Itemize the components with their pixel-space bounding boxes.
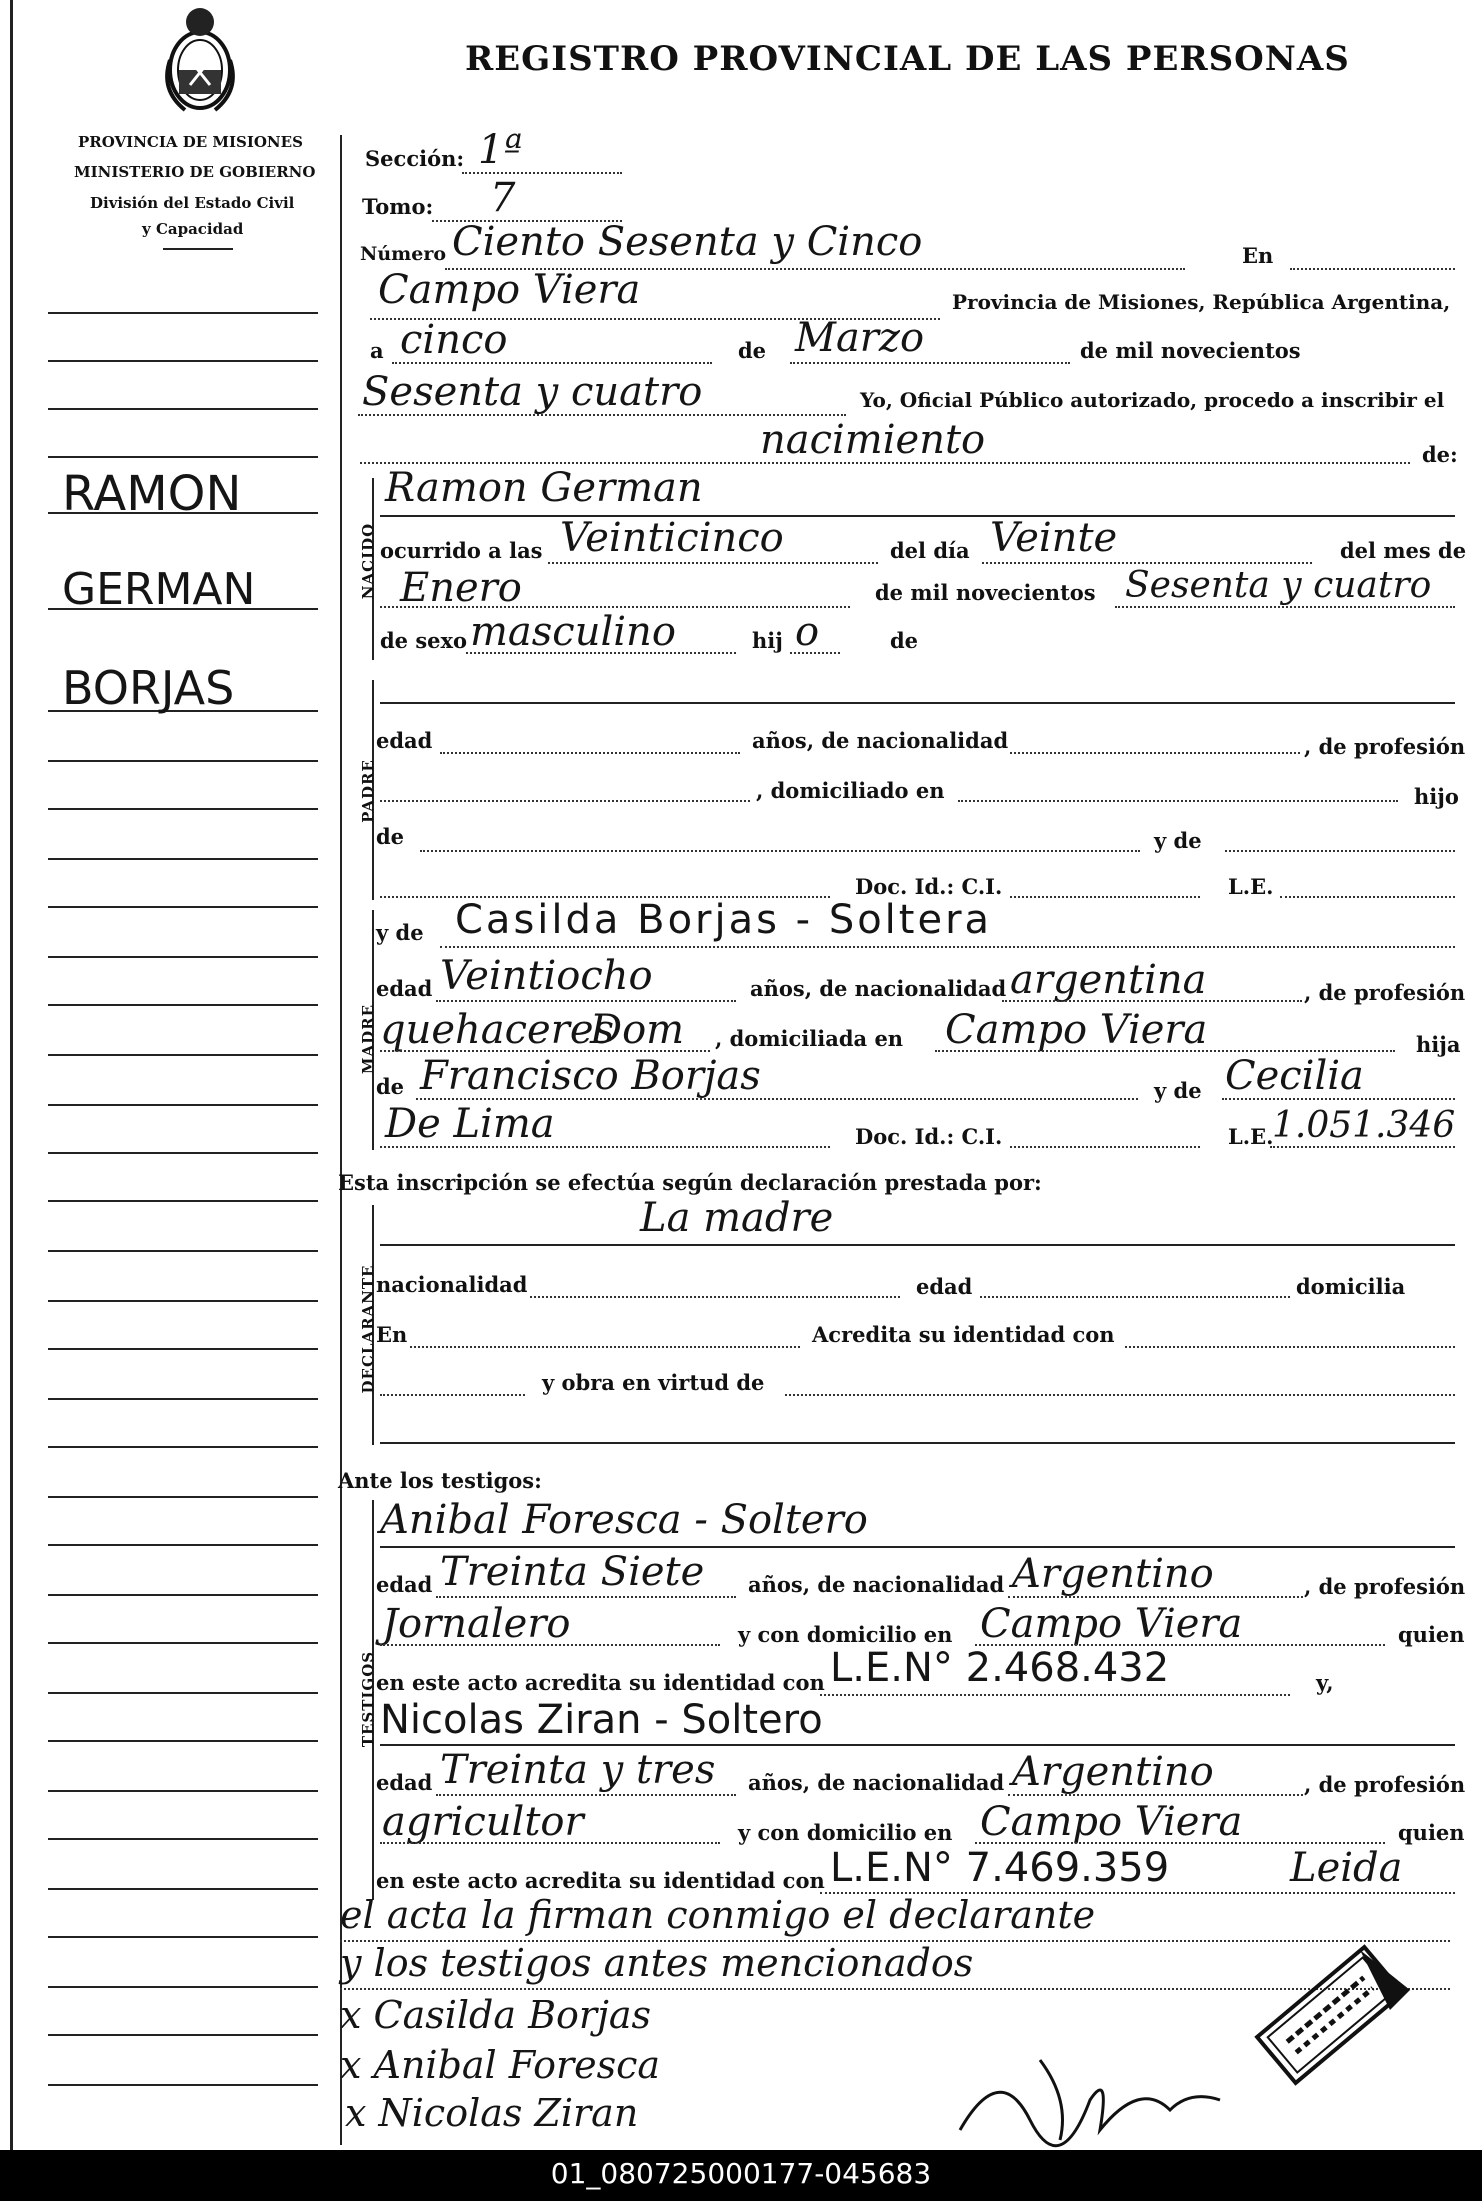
madre-doc-label: Doc. Id.: C.I. [855, 1124, 1003, 1149]
madre-side-label: MADRE [359, 1003, 377, 1075]
stub-line [48, 1936, 318, 1938]
mes-value: Marzo [795, 315, 925, 361]
padre-nac-line [1010, 752, 1300, 754]
tomo-value: 7 [490, 175, 516, 221]
stub-line [48, 1446, 318, 1448]
madre-le-value: 1.051.346 [1272, 1105, 1456, 1146]
numero-value: Ciento Sesenta y Cinco [452, 219, 923, 265]
sexo-label: de sexo [380, 628, 468, 653]
dia-nac-value: Veinte [990, 515, 1118, 561]
anio-value: Sesenta y cuatro [362, 369, 703, 415]
stub-line [48, 360, 318, 362]
madre-prof-value: quehaceres [380, 1007, 615, 1053]
division-label-2: y Capacidad [142, 220, 244, 238]
t1-dom-value: Campo Viera [980, 1601, 1243, 1647]
closing-note-2: y los testigos antes mencionados [340, 1941, 974, 1985]
decl-edad-label: edad [916, 1274, 973, 1299]
madre-madre2-line [380, 1146, 830, 1148]
t2-nac-value: Argentino [1012, 1749, 1214, 1795]
stub-line [48, 1986, 318, 1988]
t2-prof-label: , de profesión [1304, 1772, 1466, 1797]
madre-nac-label: años, de nacionalidad [750, 976, 1007, 1001]
t1-nac-line [1008, 1596, 1303, 1598]
madre-prof-value-2: Dom [590, 1007, 685, 1053]
madre-edad-label: edad [376, 976, 433, 1001]
t2-nombre-line [380, 1744, 1455, 1746]
stub-line [48, 858, 318, 860]
stub-line [48, 1250, 318, 1252]
declarante-value: La madre [640, 1195, 834, 1241]
nacido-side-label: NACIDO [359, 522, 377, 600]
decl-en-label: En [376, 1322, 408, 1347]
decl-obra-line [785, 1394, 1455, 1396]
t2-dom-line [975, 1842, 1385, 1844]
padre-de-label: de [376, 824, 405, 849]
testigos-side-label: TESTIGOS [359, 1650, 377, 1748]
tomo-label: Tomo: [362, 194, 434, 219]
t1-y-label: y, [1316, 1670, 1334, 1695]
t2-nac-line [1008, 1794, 1303, 1796]
anio-nac-value: Sesenta y cuatro [1125, 565, 1432, 606]
t2-dom-value: Campo Viera [980, 1799, 1243, 1845]
t2-edad-label: edad [376, 1770, 433, 1795]
madre-dom-line [935, 1050, 1395, 1052]
dia-nac-line [982, 562, 1312, 564]
margin-name-2: GERMAN [62, 564, 256, 615]
decl-acredita-label: Acredita su identidad con [812, 1322, 1115, 1347]
t2-edad-value: Treinta y tres [440, 1747, 716, 1793]
stub-line [48, 1790, 318, 1792]
madre-nac-line [1002, 1000, 1302, 1002]
stub-line [48, 906, 318, 908]
stub-line [48, 1594, 318, 1596]
padre-padre-line [420, 850, 1140, 852]
en-line [1290, 268, 1455, 270]
t2-prof-value: agricultor [382, 1799, 584, 1845]
mes-nac-value: Enero [400, 565, 522, 611]
left-border [10, 0, 13, 2150]
sexo-line [466, 652, 736, 654]
padre-dom-line [958, 800, 1398, 802]
madre-nombre-value: Casilda Borjas - Soltera [455, 897, 993, 943]
province-label: PROVINCIA DE MISIONES [78, 133, 303, 151]
testigos-label: Ante los testigos: [338, 1468, 542, 1493]
decl-edad-line [980, 1296, 1290, 1298]
mes-nac-line [380, 606, 850, 608]
margin-name-3: BORJAS [62, 661, 235, 715]
padre-le-label: L.E. [1228, 874, 1274, 899]
madre-padre-value: Francisco Borjas [420, 1053, 761, 1099]
inscripcion-label: Esta inscripción se efectúa según declaración prestada por: [338, 1170, 1042, 1195]
official-stamp-icon [1240, 1930, 1420, 2100]
de-colon-label: de: [1422, 442, 1458, 467]
seccion-value: 1ª [478, 127, 523, 173]
padre-prof-label: , de profesión [1304, 734, 1466, 759]
padre-doc-label: Doc. Id.: C.I. [855, 874, 1003, 899]
stub-line [48, 312, 318, 314]
stub-line [48, 1544, 318, 1546]
stub-line [48, 1888, 318, 1890]
de-label: de [738, 338, 767, 363]
hij-de-label: de [890, 628, 919, 653]
stub-line [48, 1398, 318, 1400]
del-mes-label: del mes de [1340, 538, 1467, 563]
stub-line [48, 956, 318, 958]
stub-line [48, 1054, 318, 1056]
hij-label: hij [752, 628, 783, 653]
madre-hija-label: hija [1416, 1032, 1461, 1057]
decl-en-line [410, 1346, 800, 1348]
t1-edad-line [436, 1596, 736, 1598]
madre-madre-value-2: De Lima [385, 1101, 555, 1147]
madre-madre-value: Cecilia [1225, 1053, 1364, 1099]
provincia-label: Provincia de Misiones, República Argentina, [952, 290, 1451, 314]
en-label: En [1242, 243, 1274, 268]
lugar-value: Campo Viera [378, 267, 641, 313]
hij-value: o [795, 609, 820, 655]
t2-nac-label: años, de nacionalidad [748, 1770, 1005, 1795]
sexo-value: masculino [470, 609, 676, 655]
padre-le-line [1280, 896, 1455, 898]
t1-nombre-value: Anibal Foresca - Soltero [380, 1497, 868, 1543]
t2-doc-value: L.E.N° 7.469.359 [830, 1845, 1170, 1891]
t2-acredita-label: en este acto acredita su identidad con [376, 1868, 825, 1893]
leida-value: Leida [1290, 1845, 1403, 1891]
numero-label: Número [360, 243, 447, 265]
stub-line [48, 2034, 318, 2036]
t1-prof-label: , de profesión [1304, 1574, 1466, 1599]
t2-quien-label: quien [1398, 1820, 1465, 1845]
madre-dom-value: Campo Viera [945, 1007, 1208, 1053]
stub-line [48, 1004, 318, 1006]
padre-hijo-label: hijo [1414, 784, 1459, 809]
t1-doc-line [820, 1694, 1290, 1696]
t1-dom-label: y con domicilio en [738, 1622, 953, 1647]
dia-line [392, 362, 712, 364]
stub-line [48, 456, 318, 458]
madre-ci-line [1010, 1146, 1200, 1148]
de-mil-nov-label: de mil novecientos [875, 580, 1096, 605]
signature-2: x Anibal Foresca [340, 2043, 661, 2087]
decl-nac-label: nacionalidad [376, 1272, 528, 1297]
madre-edad-value: Veintiocho [440, 953, 653, 999]
madre-madre-line [1222, 1098, 1455, 1100]
footer-code: 01_080725000177-045683 [550, 2157, 932, 2190]
madre-yde-label: y de [376, 920, 424, 945]
padre-dom-label: , domiciliado en [756, 778, 945, 803]
stub-line [48, 1300, 318, 1302]
del-dia-label: del día [890, 538, 970, 563]
ocurrido-label: ocurrido a las [380, 538, 543, 563]
seccion-line [462, 172, 622, 174]
padre-edad-line [440, 752, 740, 754]
stub-line [48, 1152, 318, 1154]
margin-name-1: RAMON [62, 466, 242, 522]
decl-nac-line [530, 1296, 900, 1298]
madre-padre-line [416, 1098, 1138, 1100]
t2-nombre-value: Nicolas Ziran - Soltero [380, 1697, 823, 1743]
page-title: REGISTRO PROVINCIAL DE LAS PERSONAS [465, 39, 1350, 79]
official-signature-icon [940, 2040, 1240, 2150]
t1-nombre-line [380, 1546, 1455, 1548]
stub-line [48, 1200, 318, 1202]
nombre-value: Ramon German [385, 465, 703, 511]
center-border [340, 135, 342, 2145]
t2-prof-line [380, 1842, 720, 1844]
hora-line [548, 562, 878, 564]
hora-value: Veinticinco [560, 515, 784, 561]
padre-madre-line [1225, 850, 1455, 852]
stub-line [48, 1496, 318, 1498]
yo-oficial-label: Yo, Oficial Público autorizado, procedo a inscribir el [860, 388, 1445, 412]
decl-obra-label: y obra en virtud de [542, 1370, 765, 1395]
madre-dom-label: , domiciliada en [715, 1026, 904, 1051]
declarante-side-label: DECLARANTE [359, 1264, 377, 1394]
a-label: a [370, 338, 384, 363]
padre-nombre-line [380, 702, 1455, 704]
t2-dom-label: y con domicilio en [738, 1820, 953, 1845]
coat-of-arms-icon [155, 0, 245, 125]
stub-line [48, 1642, 318, 1644]
decl-close-line [380, 1442, 1455, 1444]
nombre-line [380, 515, 1455, 517]
t1-edad-value: Treinta Siete [440, 1549, 705, 1595]
decl-acredita-line [1125, 1346, 1455, 1348]
t1-quien-label: quien [1398, 1622, 1465, 1647]
stub-line [48, 1348, 318, 1350]
padre-yde-label: y de [1154, 828, 1202, 853]
stub-line [48, 760, 318, 762]
t1-prof-line [380, 1644, 720, 1646]
madre-prof-line [380, 1050, 710, 1052]
padre-ci-line [1010, 896, 1200, 898]
acto-value: nacimiento [760, 417, 986, 463]
closing-note-1: el acta la firman conmigo el declarante [340, 1893, 1096, 1937]
t1-nac-label: años, de nacionalidad [748, 1572, 1005, 1597]
hij-line [790, 652, 840, 654]
stub-line [48, 1692, 318, 1694]
mes-line [790, 362, 1070, 364]
madre-de-label: de [376, 1074, 405, 1099]
anio-nac-line [1115, 606, 1455, 608]
seccion-label: Sección: [365, 146, 465, 171]
t2-edad-line [436, 1794, 736, 1796]
padre-prof-line [380, 800, 750, 802]
stub-line [48, 808, 318, 810]
signature-1: x Casilda Borjas [340, 1993, 652, 2037]
acto-line [360, 462, 1410, 464]
madre-edad-line [436, 1000, 736, 1002]
padre-edad-label: edad [376, 728, 433, 753]
t1-nac-value: Argentino [1012, 1551, 1214, 1597]
madre-le-label: L.E. [1228, 1124, 1274, 1149]
stub-line [48, 408, 318, 410]
t1-acredita-label: en este acto acredita su identidad con [376, 1670, 825, 1695]
madre-nombre-line [440, 946, 1455, 948]
madre-nac-value: argentina [1010, 957, 1207, 1003]
madre-yde2-label: y de [1154, 1078, 1202, 1103]
division-label: División del Estado Civil [90, 194, 295, 212]
madre-le-line [1270, 1146, 1455, 1148]
madre-prof-label: , de profesión [1304, 980, 1466, 1005]
decl-domicilia-label: domicilia [1296, 1274, 1406, 1299]
stub-line [48, 1838, 318, 1840]
stub-line [48, 1104, 318, 1106]
t1-doc-value: L.E.N° 2.468.432 [830, 1645, 1170, 1691]
stub-line [48, 2084, 318, 2086]
decl-doc-line [380, 1394, 525, 1396]
signature-3: x Nicolas Ziran [345, 2091, 639, 2135]
padre-nac-label: años, de nacionalidad [752, 728, 1009, 753]
anio-line [358, 414, 846, 416]
divider [163, 248, 233, 250]
declarante-line [380, 1244, 1455, 1246]
t1-prof-value: Jornalero [382, 1601, 571, 1647]
stub-line [48, 1740, 318, 1742]
t1-edad-label: edad [376, 1572, 433, 1597]
ministry-label: MINISTERIO DE GOBIERNO [74, 163, 316, 181]
mil-novecientos-label: de mil novecientos [1080, 338, 1301, 363]
padre-side-label: PADRE [359, 759, 377, 823]
dia-value: cinco [400, 317, 508, 363]
